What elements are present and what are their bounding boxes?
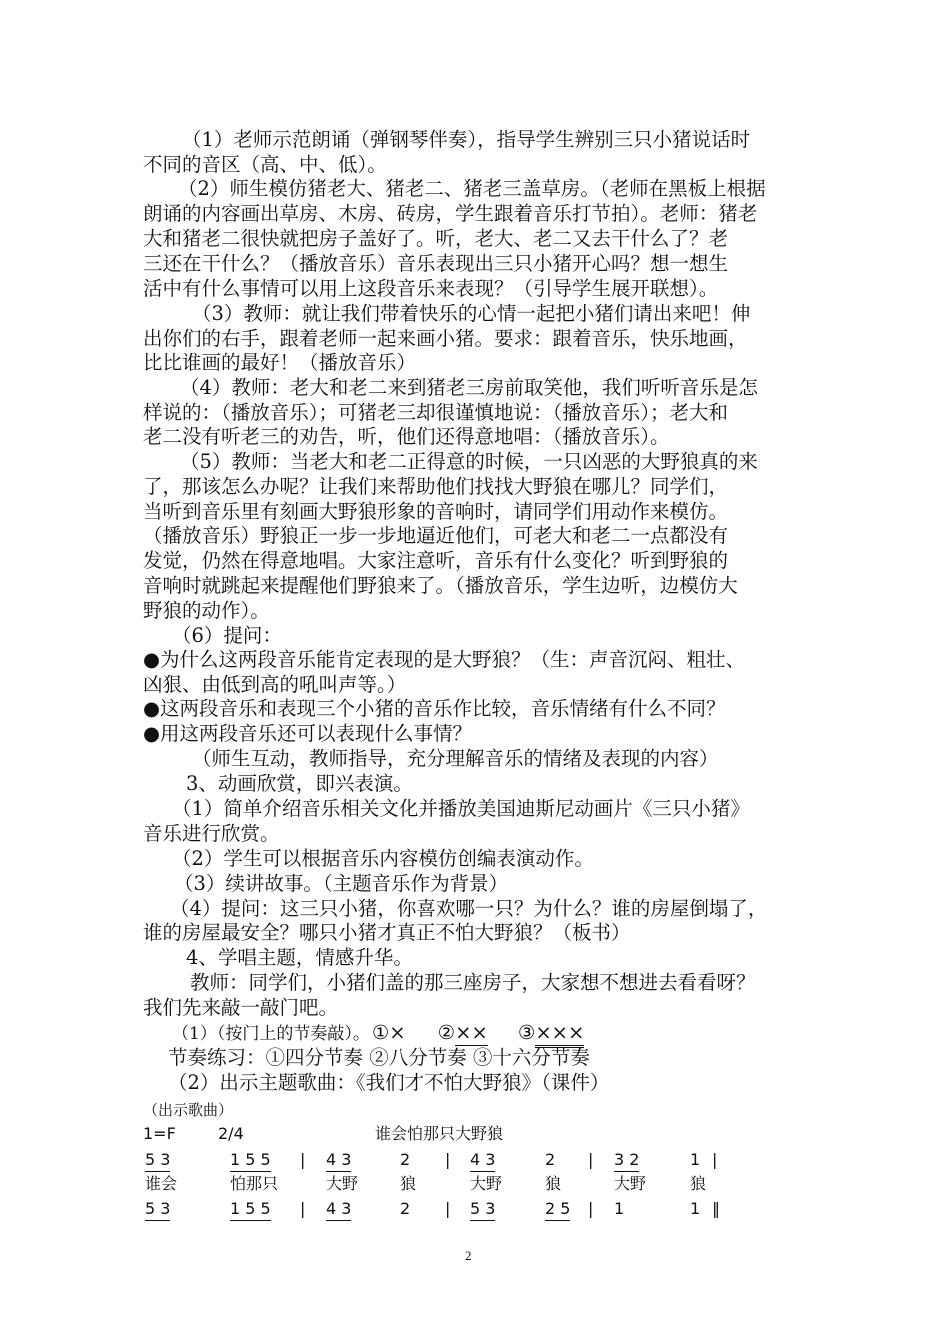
text-line: （6）提问： [172, 624, 282, 647]
text-line: （1）老师示范朗诵（弹钢琴伴奏），指导学生辨别三只小猪说话时 [182, 128, 751, 151]
text-line: 野狼的动作）。 [143, 599, 270, 622]
text-line: 谁的房屋最安全？哪只小猪才真正不怕大野狼？（板书） [143, 921, 631, 944]
text-line: 当听到音乐里有刻画大野狼形象的音响时，请同学们用动作来模仿。 [143, 500, 729, 523]
score-note: 1 5 5 [230, 1199, 271, 1221]
show-song-label: （出示歌曲） [143, 1101, 234, 1119]
score-note: 2 [400, 1150, 411, 1169]
practice-line: 节奏练习：①四分节奏 ②八分节奏 ③十六分节奏 [168, 1046, 590, 1069]
barline: | [445, 1150, 451, 1169]
score-note: 5 3 [145, 1199, 170, 1221]
text-line: 我们先来敲一敲门吧。 [143, 996, 339, 1019]
score-title: 谁会怕那只大野狼 [375, 1124, 504, 1143]
text-line: 样说的：（播放音乐）；可猪老三却很谨慎地说：（播放音乐）；老大和 [143, 401, 729, 424]
text-line: （3）续讲故事。（主题音乐作为背景） [174, 872, 509, 895]
text-line: （4）教师：老大和老二来到猪老三房前取笑他，我们听听音乐是怎 [180, 376, 758, 399]
text-line: 教师：同学们，小猪们盖的那三座房子，大家想不想进去看看呀？ [190, 971, 756, 994]
text-line: （2）学生可以根据音乐内容模仿创编表演动作。 [172, 847, 594, 870]
score-lyric: 大野 [614, 1174, 647, 1193]
text-line: （2）师生模仿猪老大、猪老二、猪老三盖草房。（老师在黑板上根据 [178, 177, 766, 200]
score-note: 4 3 [470, 1150, 495, 1172]
barline: | [300, 1150, 306, 1169]
score-note: 1 [614, 1199, 625, 1218]
rhythm-lead: （1）（按门上的节奏敲）。 [172, 1024, 370, 1044]
score-note: 4 3 [326, 1199, 351, 1221]
text-line: ●这两段音乐和表现三个小猪的音乐作比较，音乐情绪有什么不同？ [143, 697, 726, 720]
score-note: 5 3 [145, 1150, 170, 1172]
score-note: 3 2 [614, 1150, 639, 1172]
text-line: 发觉，仍然在得意地唱。大家注意听，音乐有什么变化？听到野狼的 [143, 549, 729, 572]
text-line: ●用这两段音乐还可以表现什么事情？ [143, 722, 473, 745]
page-number: 2 [465, 1248, 472, 1263]
text-line: 朗诵的内容画出草房、木房、砖房，学生跟着音乐打节拍）。老师：猪老 [143, 202, 758, 225]
text-line: （3）教师：就让我们带着快乐的心情一起把小猪们请出来吧！伸 [192, 302, 751, 325]
score-key: 1=F [143, 1124, 176, 1143]
score-lyric: 大野 [326, 1174, 359, 1193]
rhythm-1: ①× [371, 1021, 406, 1044]
score-note: 2 5 [545, 1199, 570, 1221]
text-line: 3、动画欣赏，即兴表演。 [186, 772, 413, 795]
barline: | [588, 1199, 594, 1218]
text-line: 不同的音区（高、中、低）。 [143, 153, 387, 176]
text-line: （1）简单介绍音乐相关文化并播放美国迪斯尼动画片《三只小猪》 [172, 797, 750, 820]
barline: ‖ [712, 1199, 720, 1218]
text-line: 大和猪老二很快就把房子盖好了。听，老大、老二又去干什么了？老 [143, 227, 729, 250]
text-line: 老二没有听老三的劝告，听，他们还得意地唱：（播放音乐）。 [143, 425, 670, 448]
text-line: 活中有什么事情可以用上这段音乐来表现？（引导学生展开联想）。 [143, 277, 719, 300]
score-lyric: 大野 [470, 1174, 503, 1193]
rhythm-3-num: ③ [517, 1021, 536, 1044]
barline: | [300, 1199, 306, 1218]
barline: | [712, 1150, 718, 1169]
barline: | [588, 1150, 594, 1169]
text-line: （播放音乐）野狼正一步一步地逼近他们，可老大和老二一点都没有 [143, 524, 729, 547]
score-note: 1 5 5 [230, 1150, 271, 1172]
text-line: （5）教师：当老大和老二正得意的时候，一只凶恶的大野狼真的来 [180, 450, 758, 473]
rhythm-2-marks: ×× [455, 1021, 488, 1044]
rhythm-2-num: ② [437, 1021, 456, 1044]
score-lyric: 狼 [545, 1174, 562, 1193]
text-line: 音乐进行欣赏。 [143, 822, 280, 845]
text-line: ●为什么这两段音乐能肯定表现的是大野狼？（生：声音沉闷、粗壮、 [143, 648, 746, 671]
song-line: （2）出示主题歌曲：《我们才不怕大野狼》（课件） [168, 1071, 610, 1094]
rhythm-3-marks: ××× [535, 1021, 584, 1048]
score-lyric: 怕那只 [230, 1174, 279, 1193]
text-line: 比比谁画的最好！（播放音乐） [143, 351, 417, 374]
score-note: 4 3 [326, 1150, 351, 1172]
score-lyric: 狼 [400, 1174, 417, 1193]
score-lyric: 狼 [690, 1174, 707, 1193]
text-line: （4）提问：这三只小猪，你喜欢哪一只？为什么？谁的房屋倒塌了， [170, 897, 768, 920]
text-line: 三还在干什么？（播放音乐）音乐表现出三只小猪开心吗？想一想生 [143, 252, 729, 275]
score-meter: 2/4 [218, 1124, 244, 1143]
score-note: 2 [545, 1150, 556, 1169]
text-line: 了，那该怎么办呢？让我们来帮助他们找找大野狼在哪儿？同学们， [143, 475, 729, 498]
text-line: （师生互动，教师指导，充分理解音乐的情绪及表现的内容） [192, 747, 719, 770]
score-note: 1 [690, 1199, 701, 1218]
rhythm-line [172, 1021, 584, 1046]
barline: | [445, 1199, 451, 1218]
text-line: 音响时就跳起来提醒他们野狼来了。（播放音乐，学生边听，边模仿大 [143, 574, 738, 597]
text-line: 出你们的右手，跟着老师一起来画小猪。要求：跟着音乐，快乐地画， [143, 327, 748, 350]
score-note: 1 [690, 1150, 701, 1169]
score-note: 2 [400, 1199, 411, 1218]
score-note: 5 3 [470, 1199, 495, 1221]
text-line: 凶狠、由低到高的吼叫声等。） [143, 673, 407, 696]
text-line: 4、学唱主题，情感升华。 [186, 946, 413, 969]
score-lyric: 谁会 [145, 1174, 178, 1193]
